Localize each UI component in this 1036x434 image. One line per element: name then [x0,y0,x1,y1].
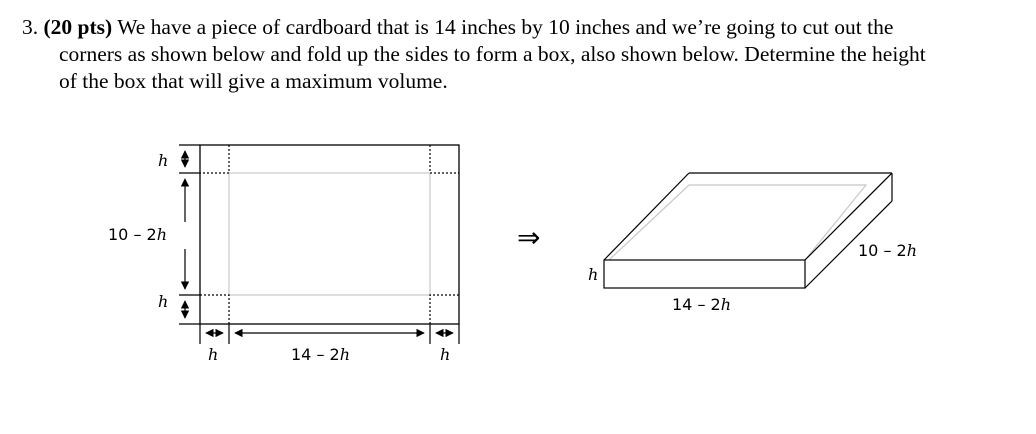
problem-line-3: of the box that will give a maximum volume. [59,69,448,93]
label-h-top: h [158,151,169,170]
label-h-left: h [208,345,219,364]
box-label-14-minus-2h: 14 – 2h [672,295,732,314]
cut-bottom-left [200,295,229,324]
cut-top-right [430,145,459,173]
problem-text-1: We have a piece of cardboard that is 14 inches by 10 inches and we’re going to cut out the [117,15,894,39]
label-14-minus-2h: 14 – 2h [291,345,351,364]
cut-top-left [200,145,229,173]
box-label-10-minus-2h: 10 – 2h [858,241,918,260]
horizontal-dimension [200,324,459,344]
box-base-outline [229,173,430,295]
right-arrow-icon: ⇒ [517,221,541,254]
box-front-face [604,260,805,288]
sheet-outline [200,145,459,324]
problem-points: (20 pts) [43,15,113,39]
label-h-bottom: h [158,292,169,311]
problem-number: 3. [22,15,39,39]
folded-box [588,173,917,314]
problem-line-2: corners as shown below and fold up the sides to form a box, also shown below. Determine the height [59,42,926,66]
label-h-right: h [440,345,451,364]
label-10-minus-2h: 10 – 2h [108,225,168,244]
box-label-h: h [588,265,599,284]
cardboard-sheet [108,145,459,364]
cut-bottom-right [430,295,459,324]
vertical-dimension [179,145,200,324]
box-inner-edges [609,185,866,260]
corner-cut-lines [200,145,459,324]
